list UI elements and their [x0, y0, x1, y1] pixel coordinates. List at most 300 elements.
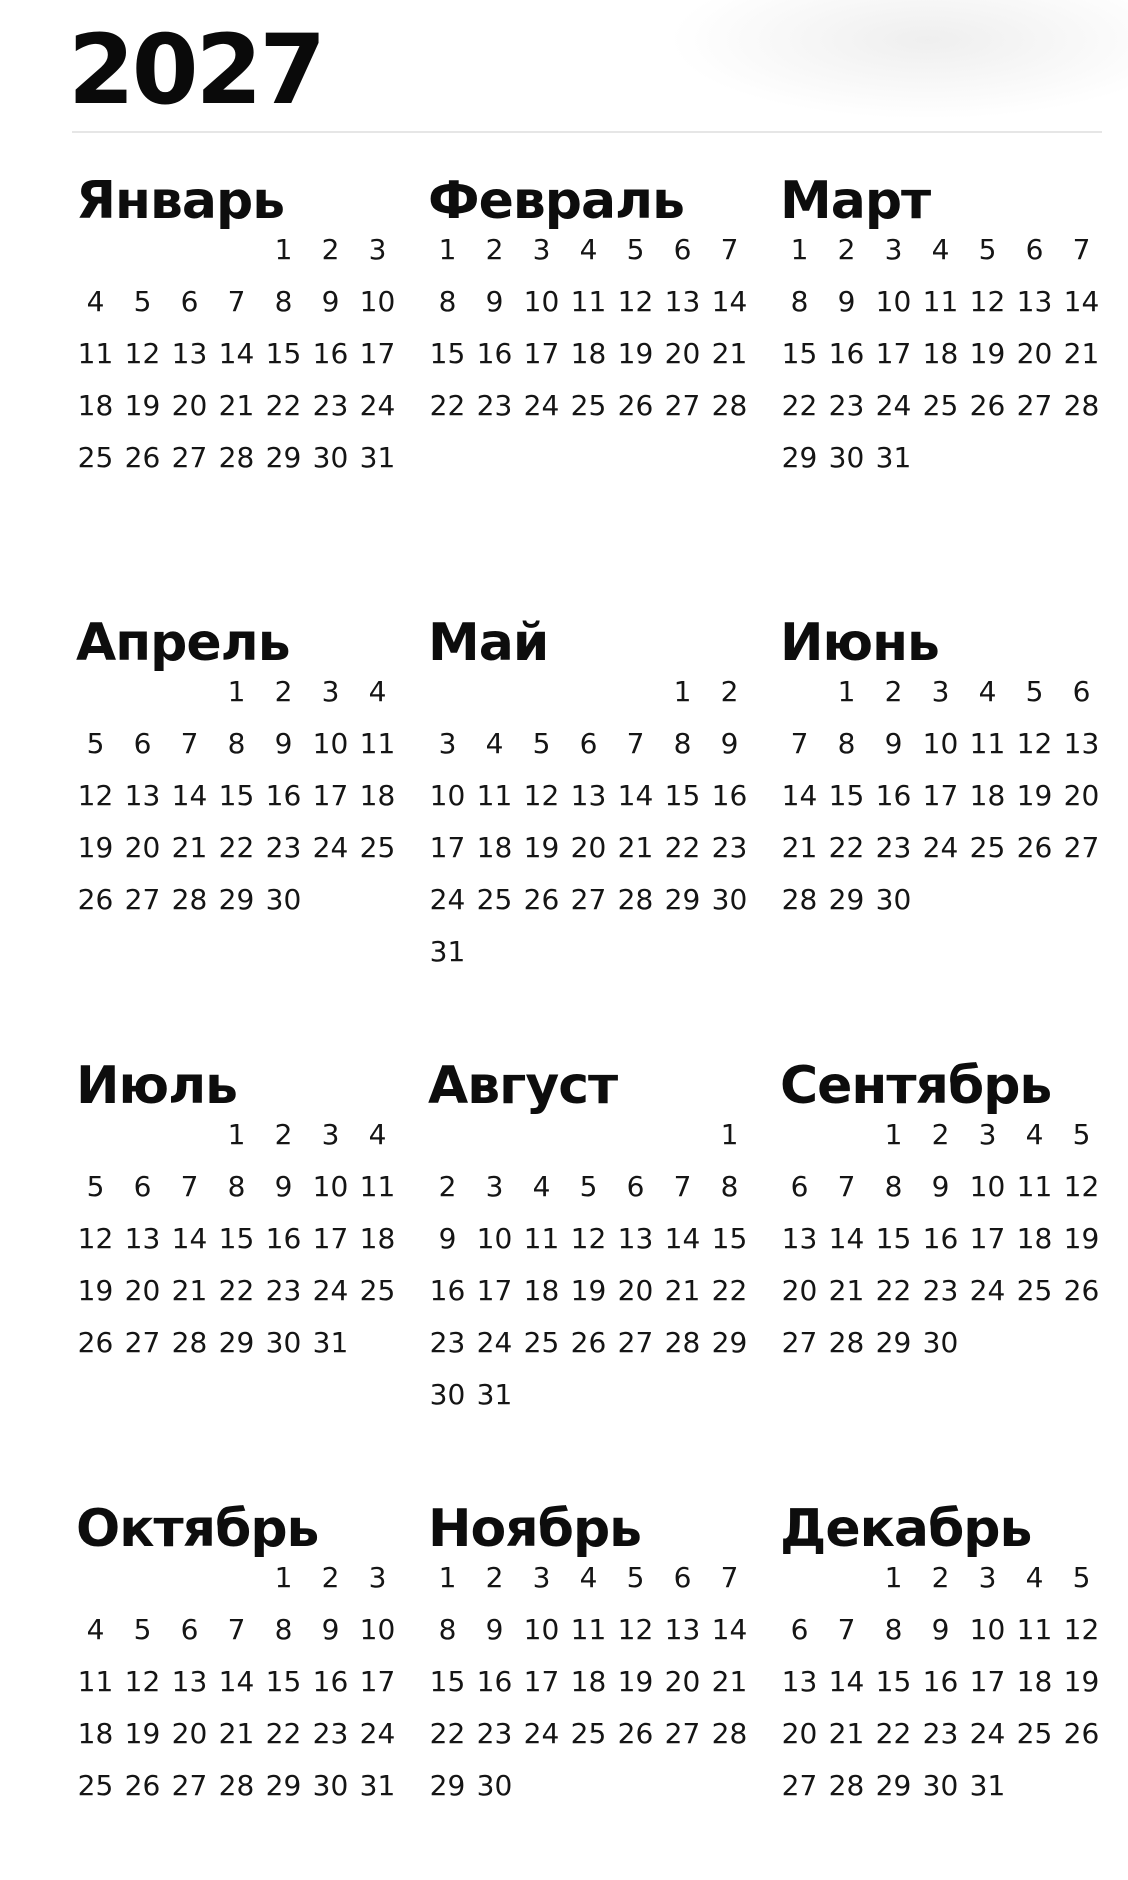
day-number: 28: [828, 1769, 865, 1802]
day-number: 1: [438, 233, 457, 266]
day-number: 10: [429, 779, 466, 812]
day-number: 13: [664, 285, 701, 318]
day-number: 27: [781, 1326, 818, 1359]
day-number: 30: [711, 883, 748, 916]
day-number: 6: [626, 1170, 645, 1203]
day-number: 19: [617, 337, 654, 370]
day-number: 13: [124, 1222, 161, 1255]
day-number: 28: [171, 883, 208, 916]
month-name: Ноябрь: [428, 1499, 642, 1559]
day-number: 18: [570, 1665, 607, 1698]
day-number: 25: [922, 389, 959, 422]
day-number: 21: [664, 1274, 701, 1307]
day-number: 15: [218, 1222, 255, 1255]
day-number: 12: [969, 285, 1006, 318]
day-number: 23: [875, 831, 912, 864]
day-number: 25: [476, 883, 513, 916]
day-number: 17: [429, 831, 466, 864]
day-number: 1: [274, 233, 293, 266]
day-number: 14: [218, 1665, 255, 1698]
day-number: 3: [321, 1118, 340, 1151]
day-number: 5: [579, 1170, 598, 1203]
day-number: 29: [875, 1769, 912, 1802]
day-number: 22: [429, 1717, 466, 1750]
day-number: 23: [828, 389, 865, 422]
day-number: 22: [781, 389, 818, 422]
day-number: 28: [218, 1769, 255, 1802]
day-number: 28: [781, 883, 818, 916]
day-number: 5: [133, 1613, 152, 1646]
day-number: 11: [476, 779, 513, 812]
day-number: 4: [86, 1613, 105, 1646]
day-number: 2: [274, 675, 293, 708]
day-number: 23: [922, 1717, 959, 1750]
day-number: 3: [978, 1561, 997, 1594]
day-number: 1: [884, 1118, 903, 1151]
day-number: 22: [664, 831, 701, 864]
day-number: 8: [790, 285, 809, 318]
day-number: 11: [570, 285, 607, 318]
day-number: 6: [1025, 233, 1044, 266]
day-number: 13: [1063, 727, 1100, 760]
day-number: 26: [124, 1769, 161, 1802]
day-number: 21: [218, 389, 255, 422]
day-number: 18: [77, 389, 114, 422]
day-number: 22: [828, 831, 865, 864]
day-number: 31: [359, 1769, 396, 1802]
day-number: 20: [570, 831, 607, 864]
day-number: 5: [1072, 1118, 1091, 1151]
day-number: 7: [720, 233, 739, 266]
day-number: 15: [781, 337, 818, 370]
day-number: 15: [265, 1665, 302, 1698]
day-number: 4: [978, 675, 997, 708]
day-number: 20: [1016, 337, 1053, 370]
day-number: 9: [837, 285, 856, 318]
day-number: 10: [969, 1170, 1006, 1203]
day-number: 6: [180, 1613, 199, 1646]
day-number: 13: [171, 337, 208, 370]
day-number: 18: [359, 779, 396, 812]
day-number: 14: [617, 779, 654, 812]
day-number: 27: [617, 1326, 654, 1359]
day-number: 14: [828, 1222, 865, 1255]
day-number: 29: [664, 883, 701, 916]
day-number: 12: [523, 779, 560, 812]
day-number: 9: [321, 1613, 340, 1646]
day-number: 8: [274, 285, 293, 318]
day-number: 19: [77, 1274, 114, 1307]
day-number: 2: [720, 675, 739, 708]
day-number: 20: [171, 389, 208, 422]
day-number: 8: [227, 727, 246, 760]
day-number: 18: [1016, 1665, 1053, 1698]
day-number: 28: [828, 1326, 865, 1359]
day-number: 23: [312, 1717, 349, 1750]
day-number: 12: [617, 285, 654, 318]
day-number: 22: [265, 389, 302, 422]
day-number: 18: [570, 337, 607, 370]
day-number: 10: [922, 727, 959, 760]
day-number: 26: [617, 1717, 654, 1750]
day-number: 1: [884, 1561, 903, 1594]
day-number: 24: [359, 389, 396, 422]
day-number: 14: [828, 1665, 865, 1698]
day-number: 7: [790, 727, 809, 760]
day-number: 26: [570, 1326, 607, 1359]
day-number: 5: [626, 1561, 645, 1594]
month-name: Май: [428, 613, 549, 673]
day-number: 11: [523, 1222, 560, 1255]
day-number: 30: [265, 1326, 302, 1359]
day-number: 19: [523, 831, 560, 864]
day-number: 2: [485, 233, 504, 266]
day-number: 16: [312, 337, 349, 370]
day-number: 29: [711, 1326, 748, 1359]
day-number: 11: [77, 337, 114, 370]
day-number: 26: [77, 1326, 114, 1359]
day-number: 13: [664, 1613, 701, 1646]
day-number: 22: [218, 831, 255, 864]
day-number: 18: [359, 1222, 396, 1255]
day-number: 16: [711, 779, 748, 812]
day-number: 15: [711, 1222, 748, 1255]
day-number: 17: [359, 1665, 396, 1698]
day-number: 17: [523, 1665, 560, 1698]
day-number: 14: [781, 779, 818, 812]
day-number: 27: [664, 389, 701, 422]
month-name: Октябрь: [76, 1499, 319, 1559]
day-number: 18: [969, 779, 1006, 812]
day-number: 30: [875, 883, 912, 916]
day-number: 19: [124, 1717, 161, 1750]
day-number: 11: [969, 727, 1006, 760]
day-number: 2: [884, 675, 903, 708]
day-number: 6: [1072, 675, 1091, 708]
day-number: 4: [579, 233, 598, 266]
day-number: 3: [321, 675, 340, 708]
day-number: 18: [77, 1717, 114, 1750]
day-number: 15: [875, 1222, 912, 1255]
day-number: 19: [570, 1274, 607, 1307]
month-name: Апрель: [76, 613, 290, 673]
day-number: 3: [532, 233, 551, 266]
day-number: 28: [711, 1717, 748, 1750]
day-number: 19: [1016, 779, 1053, 812]
day-number: 25: [77, 1769, 114, 1802]
month-name: Декабрь: [780, 1499, 1032, 1559]
day-number: 31: [359, 441, 396, 474]
day-number: 26: [617, 389, 654, 422]
year-title: 2027: [68, 14, 324, 126]
day-number: 28: [218, 441, 255, 474]
day-number: 8: [884, 1170, 903, 1203]
day-number: 8: [837, 727, 856, 760]
day-number: 3: [485, 1170, 504, 1203]
day-number: 30: [922, 1769, 959, 1802]
day-number: 5: [86, 1170, 105, 1203]
day-number: 8: [884, 1613, 903, 1646]
day-number: 23: [476, 1717, 513, 1750]
day-number: 7: [180, 1170, 199, 1203]
day-number: 21: [828, 1274, 865, 1307]
day-number: 17: [476, 1274, 513, 1307]
day-number: 27: [1016, 389, 1053, 422]
month-name: Июнь: [780, 613, 939, 673]
day-number: 12: [570, 1222, 607, 1255]
day-number: 5: [86, 727, 105, 760]
day-number: 10: [359, 285, 396, 318]
day-number: 12: [124, 337, 161, 370]
day-number: 25: [359, 1274, 396, 1307]
day-number: 13: [124, 779, 161, 812]
day-number: 25: [570, 389, 607, 422]
day-number: 6: [790, 1613, 809, 1646]
day-number: 27: [124, 1326, 161, 1359]
day-number: 24: [476, 1326, 513, 1359]
day-number: 20: [124, 1274, 161, 1307]
day-number: 12: [77, 1222, 114, 1255]
day-number: 17: [875, 337, 912, 370]
day-number: 4: [579, 1561, 598, 1594]
month-name: Август: [428, 1056, 618, 1116]
day-number: 4: [368, 675, 387, 708]
day-number: 27: [171, 441, 208, 474]
day-number: 11: [922, 285, 959, 318]
day-number: 5: [1072, 1561, 1091, 1594]
day-number: 2: [485, 1561, 504, 1594]
day-number: 24: [875, 389, 912, 422]
day-number: 23: [265, 831, 302, 864]
day-number: 19: [969, 337, 1006, 370]
day-number: 9: [321, 285, 340, 318]
day-number: 17: [922, 779, 959, 812]
day-number: 24: [523, 389, 560, 422]
day-number: 12: [1063, 1613, 1100, 1646]
day-number: 7: [626, 727, 645, 760]
day-number: 4: [931, 233, 950, 266]
month-name: Сентябрь: [780, 1056, 1052, 1116]
day-number: 12: [1063, 1170, 1100, 1203]
day-number: 1: [227, 1118, 246, 1151]
day-number: 27: [1063, 831, 1100, 864]
day-number: 14: [171, 1222, 208, 1255]
day-number: 29: [265, 441, 302, 474]
day-number: 3: [438, 727, 457, 760]
day-number: 2: [321, 1561, 340, 1594]
day-number: 13: [617, 1222, 654, 1255]
day-number: 7: [180, 727, 199, 760]
day-number: 9: [720, 727, 739, 760]
day-number: 14: [171, 779, 208, 812]
day-number: 12: [617, 1613, 654, 1646]
day-number: 17: [312, 779, 349, 812]
day-number: 19: [77, 831, 114, 864]
day-number: 2: [837, 233, 856, 266]
day-number: 11: [77, 1665, 114, 1698]
month-name: Февраль: [428, 171, 685, 231]
day-number: 1: [274, 1561, 293, 1594]
day-number: 26: [124, 441, 161, 474]
day-number: 2: [931, 1118, 950, 1151]
day-number: 9: [274, 1170, 293, 1203]
day-number: 4: [1025, 1118, 1044, 1151]
day-number: 28: [617, 883, 654, 916]
day-number: 18: [476, 831, 513, 864]
day-number: 21: [711, 1665, 748, 1698]
day-number: 25: [359, 831, 396, 864]
day-number: 30: [265, 883, 302, 916]
day-number: 3: [368, 233, 387, 266]
day-number: 27: [664, 1717, 701, 1750]
day-number: 22: [711, 1274, 748, 1307]
day-number: 22: [875, 1274, 912, 1307]
day-number: 23: [711, 831, 748, 864]
day-number: 8: [227, 1170, 246, 1203]
day-number: 29: [429, 1769, 466, 1802]
day-number: 22: [265, 1717, 302, 1750]
day-number: 26: [1063, 1274, 1100, 1307]
day-number: 19: [617, 1665, 654, 1698]
day-number: 3: [368, 1561, 387, 1594]
day-number: 25: [570, 1717, 607, 1750]
day-number: 13: [570, 779, 607, 812]
month-name: Январь: [76, 171, 285, 231]
day-number: 22: [875, 1717, 912, 1750]
day-number: 17: [312, 1222, 349, 1255]
day-number: 30: [828, 441, 865, 474]
day-number: 15: [429, 1665, 466, 1698]
day-number: 16: [265, 779, 302, 812]
day-number: 3: [931, 675, 950, 708]
month-name: Июль: [76, 1056, 238, 1116]
day-number: 10: [312, 1170, 349, 1203]
day-number: 1: [790, 233, 809, 266]
day-number: 18: [922, 337, 959, 370]
day-number: 14: [1063, 285, 1100, 318]
day-number: 27: [171, 1769, 208, 1802]
day-number: 10: [875, 285, 912, 318]
day-number: 16: [476, 337, 513, 370]
day-number: 23: [476, 389, 513, 422]
day-number: 24: [429, 883, 466, 916]
day-number: 24: [359, 1717, 396, 1750]
day-number: 6: [133, 1170, 152, 1203]
day-number: 2: [274, 1118, 293, 1151]
day-number: 6: [673, 1561, 692, 1594]
day-number: 5: [978, 233, 997, 266]
day-number: 13: [171, 1665, 208, 1698]
day-number: 13: [781, 1665, 818, 1698]
day-number: 20: [664, 337, 701, 370]
day-number: 8: [438, 1613, 457, 1646]
day-number: 21: [171, 831, 208, 864]
day-number: 9: [274, 727, 293, 760]
day-number: 17: [969, 1222, 1006, 1255]
day-number: 8: [673, 727, 692, 760]
day-number: 29: [828, 883, 865, 916]
day-number: 16: [828, 337, 865, 370]
day-number: 28: [1063, 389, 1100, 422]
day-number: 6: [579, 727, 598, 760]
day-number: 5: [133, 285, 152, 318]
day-number: 25: [969, 831, 1006, 864]
day-number: 16: [875, 779, 912, 812]
day-number: 11: [359, 1170, 396, 1203]
day-number: 29: [781, 441, 818, 474]
day-number: 27: [124, 883, 161, 916]
day-number: 29: [875, 1326, 912, 1359]
day-number: 27: [781, 1769, 818, 1802]
day-number: 30: [922, 1326, 959, 1359]
day-number: 24: [922, 831, 959, 864]
day-number: 16: [476, 1665, 513, 1698]
day-number: 7: [1072, 233, 1091, 266]
day-number: 10: [969, 1613, 1006, 1646]
day-number: 6: [673, 233, 692, 266]
day-number: 6: [180, 285, 199, 318]
day-number: 8: [720, 1170, 739, 1203]
day-number: 7: [837, 1170, 856, 1203]
day-number: 29: [218, 883, 255, 916]
day-number: 22: [429, 389, 466, 422]
day-number: 24: [312, 1274, 349, 1307]
day-number: 26: [77, 883, 114, 916]
day-number: 31: [429, 935, 466, 968]
day-number: 6: [790, 1170, 809, 1203]
day-number: 21: [711, 337, 748, 370]
day-number: 27: [570, 883, 607, 916]
day-number: 10: [476, 1222, 513, 1255]
day-number: 3: [978, 1118, 997, 1151]
day-number: 7: [837, 1613, 856, 1646]
day-number: 21: [781, 831, 818, 864]
day-number: 11: [570, 1613, 607, 1646]
day-number: 10: [312, 727, 349, 760]
day-number: 28: [171, 1326, 208, 1359]
day-number: 21: [617, 831, 654, 864]
day-number: 10: [523, 285, 560, 318]
day-number: 30: [476, 1769, 513, 1802]
day-number: 14: [711, 285, 748, 318]
day-number: 16: [429, 1274, 466, 1307]
day-number: 14: [711, 1613, 748, 1646]
day-number: 7: [227, 285, 246, 318]
day-number: 8: [438, 285, 457, 318]
day-number: 7: [673, 1170, 692, 1203]
day-number: 20: [781, 1717, 818, 1750]
day-number: 3: [884, 233, 903, 266]
day-number: 4: [368, 1118, 387, 1151]
day-number: 28: [664, 1326, 701, 1359]
day-number: 29: [265, 1769, 302, 1802]
day-number: 3: [532, 1561, 551, 1594]
day-number: 1: [438, 1561, 457, 1594]
day-number: 24: [969, 1274, 1006, 1307]
day-number: 11: [1016, 1170, 1053, 1203]
day-number: 16: [312, 1665, 349, 1698]
day-number: 24: [969, 1717, 1006, 1750]
day-number: 9: [931, 1613, 950, 1646]
day-number: 9: [884, 727, 903, 760]
day-number: 17: [523, 337, 560, 370]
day-number: 1: [837, 675, 856, 708]
day-number: 24: [523, 1717, 560, 1750]
day-number: 1: [673, 675, 692, 708]
day-number: 15: [875, 1665, 912, 1698]
day-number: 11: [359, 727, 396, 760]
day-number: 7: [227, 1613, 246, 1646]
